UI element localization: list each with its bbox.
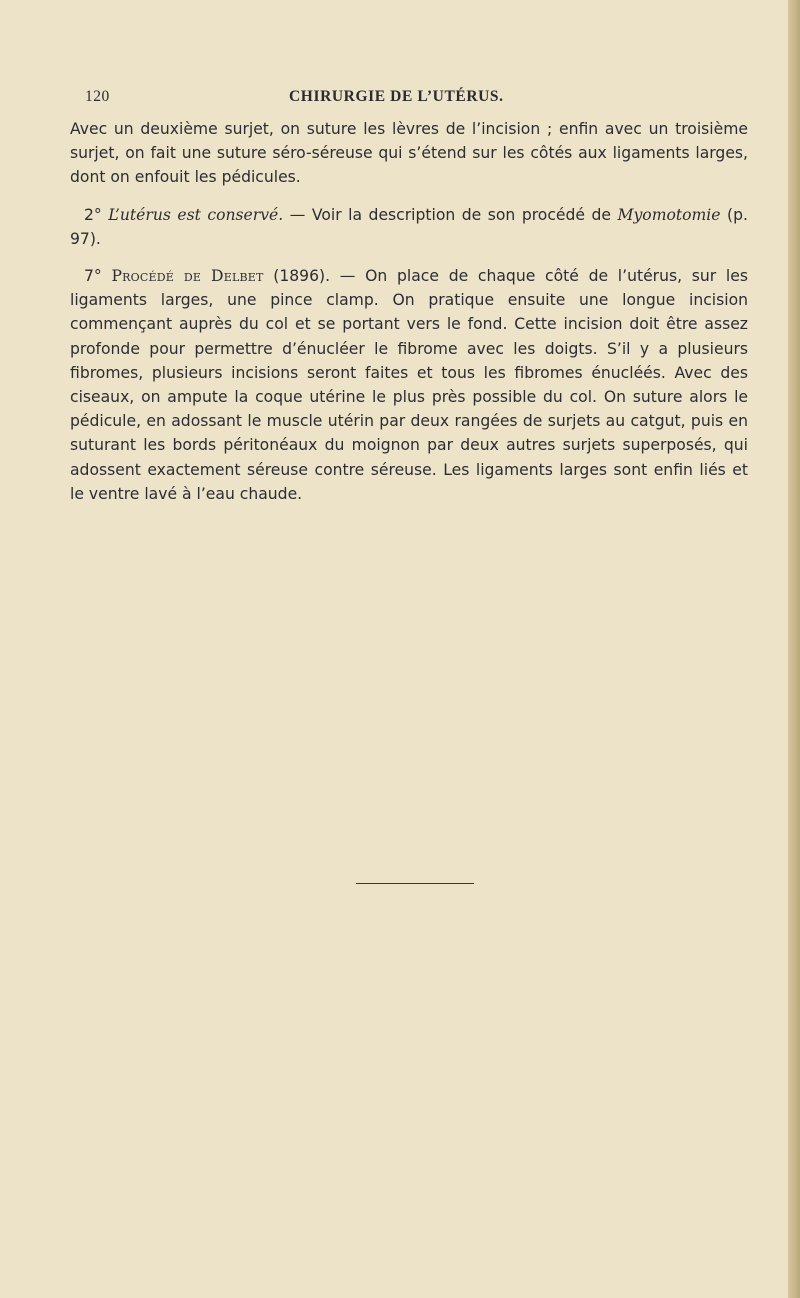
procedure-year: (1896). bbox=[263, 267, 331, 286]
procedure-body: — On place de chaque côté de l’utérus, sur les ligaments larges, une pince clamp. On pratique ensuite une longue incision commençant auprès du col et se portant vers le fond. Cette incision doit être assez profonde pour permettre d’énucléer le fibrome avec les doigts. S’il y a plusieurs fibromes, plusieurs incisions seront faites et tous les fibromes énucléés. Avec des ciseaux, on ampute la coque utérine le plus près possible du col. On suture alors le pédicule, en adossant le muscle utérin par deux rangées de surjets au catgut, puis en suturant les bords péritonéaux du moignon par deux autres surjets superposés, qui adossent exactement séreuse contre séreuse. Les ligaments larges sont enfin liés et le ventre lavé à l’eau chaude. bbox=[70, 267, 748, 503]
procedure-heading: Procédé de Delbet bbox=[111, 267, 264, 286]
cross-reference-page: (p. 97). bbox=[70, 205, 748, 248]
page-edge bbox=[788, 0, 800, 1298]
item-title: L’utérus est conservé. bbox=[108, 205, 284, 224]
item-body: — Voir la description de son procédé de bbox=[283, 205, 618, 224]
cross-reference: Myomotomie bbox=[617, 205, 721, 224]
paragraph-procede-delbet bbox=[70, 264, 748, 506]
item-number: 2° bbox=[84, 205, 102, 224]
paragraph-suture: Avec un deuxième surjet, on suture les lèvres de l’incision ; enfin avec un troisième surjet, on fait une suture séro-séreuse qui s’étend sur les côtés aux ligaments larges, dont on enfouit les pédicules. bbox=[70, 120, 748, 187]
body-text bbox=[70, 117, 748, 506]
item-number: 7° bbox=[84, 267, 102, 286]
running-head: CHIRURGIE DE L’UTÉRUS. bbox=[289, 88, 504, 105]
page-header bbox=[0, 88, 788, 110]
paragraph-uterus-conserve bbox=[70, 203, 748, 251]
section-divider bbox=[356, 883, 474, 884]
page-number: 120 bbox=[85, 88, 110, 105]
